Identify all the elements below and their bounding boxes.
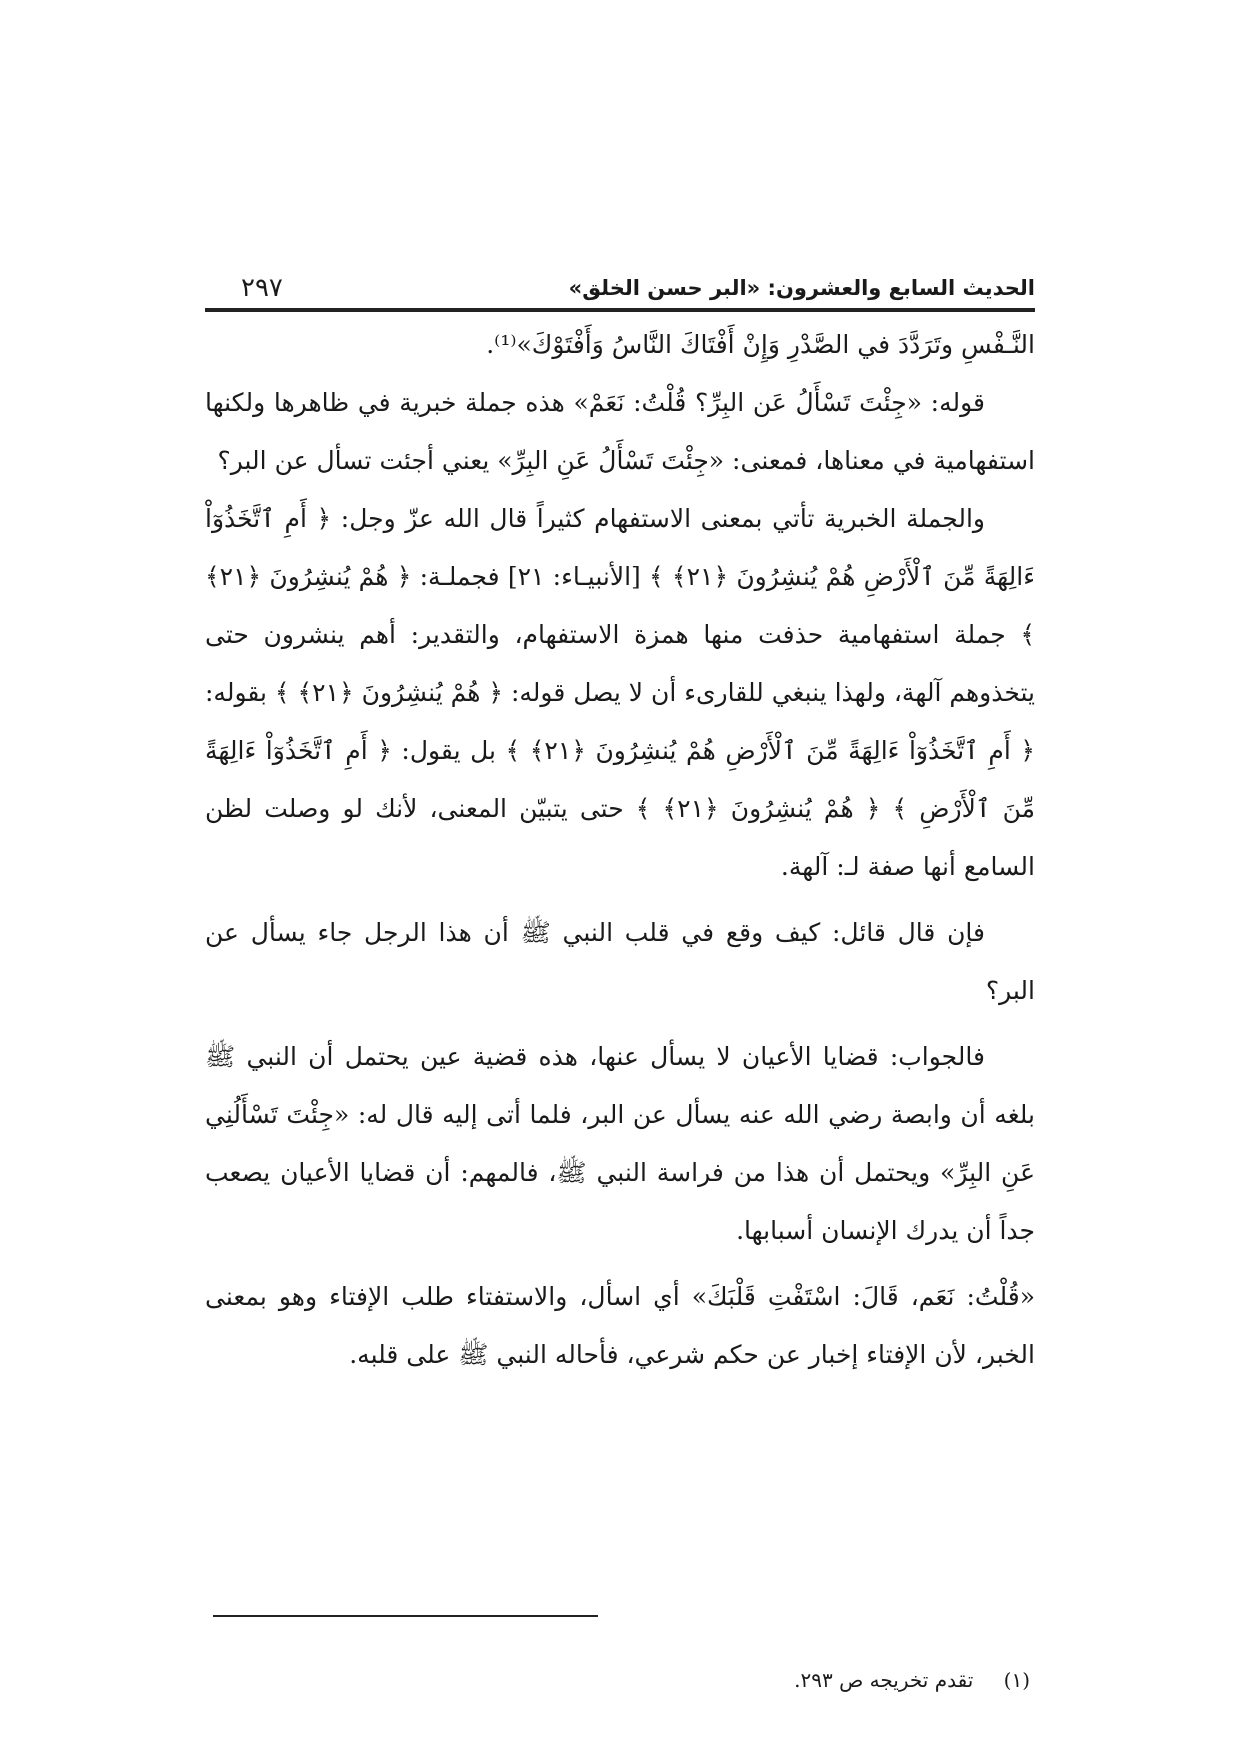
body-text xyxy=(205,316,1035,1384)
paragraph-continuation: النَّـفْسِ وتَرَدَّدَ في الصَّدْرِ وَإِنْ أَفْتَاكَ النَّاسُ وَأَفْتَوْكَ»⁽¹⁾. xyxy=(486,330,1035,359)
paragraph-question: فإن قال قائل: كيف وقع في قلب النبي ﷺ أن هذا الرجل جاء يسأل عن البر؟ xyxy=(205,918,1035,1005)
footnote-mark: (١) xyxy=(1003,1668,1030,1692)
running-header xyxy=(205,268,1035,312)
running-title: الحديث السابع والعشرون: «البر حسن الخلق» xyxy=(568,276,1035,300)
footnote-rule xyxy=(213,1615,598,1617)
page-number-mark xyxy=(205,308,235,312)
footnote xyxy=(600,1668,1030,1692)
page-number: ٢٩٧ xyxy=(241,273,283,303)
paragraph-istafti: «قُلْتُ: نَعَم، قَالَ: اسْتَفْتِ قَلْبَكَ» أي اسأل، والاستفتاء طلب الإفتاء وهو بمعنى الخبر، لأن الإفتاء إخبار عن حكم شرعي، فأحاله النبي ﷺ على قلبه. xyxy=(205,1282,1035,1369)
footnote-text: تقدم تخريجه ص ٢٩٣. xyxy=(794,1668,974,1692)
paragraph-explanation: قوله: «جِئْتَ تَسْأَلُ عَن البِرِّ؟ قُلْتُ: نَعَمْ» هذه جملة خبرية في ظاهرها ولكنها استفهامية في معناها، فمعنى: «جِئْتَ تَسْأَلُ عَنِ البِرِّ» يعني أجئت تسأل عن البر؟ xyxy=(205,388,1035,475)
paragraph-answer: فالجواب: قضايا الأعيان لا يسأل عنها، هذه قضية عين يحتمل أن النبي ﷺ بلغه أن وابصة رضي الله عنه يسأل عن البر، فلما أتى إليه قال له: «جِئْتَ تَسْأَلُنِي عَنِ البِرِّ» ويحتمل أن هذا من فراسة النبي ﷺ، فالمهم: أن قضايا الأعيان يصعب جداً أن يدرك الإنسان أسبابها. xyxy=(205,1042,1035,1245)
paragraph-quran-example: والجملة الخبرية تأتي بمعنى الاستفهام كثيراً قال الله عزّ وجل: ﴿ أَمِ ٱتَّخَذُوٓاْ ءَالِهَةً مِّنَ ٱلْأَرْضِ هُمْ يُنشِرُونَ ﴿٢١﴾ ﴾ [الأنبيـاء: ٢١] فجملـة: ﴿ هُمْ يُنشِرُونَ ﴿٢١﴾ ﴾ جملة استفهامية حذفت منها همزة الاستفهام، والتقدير: أهم ينشرون حتى يتخذوهم آلهة، ولهذا ينبغي للقارىء أن لا يصل قوله: ﴿ هُمْ يُنشِرُونَ ﴿٢١﴾ ﴾ بقوله: ﴿ أَمِ ٱتَّخَذُوٓاْ ءَالِهَةً مِّنَ ٱلْأَرْضِ هُمْ يُنشِرُونَ ﴿٢١﴾ ﴾ بل يقول: ﴿ أَمِ ٱتَّخَذُوٓاْ ءَالِهَةً مِّنَ ٱلْأَرْضِ ﴾ ﴿ هُمْ يُنشِرُونَ ﴿٢١﴾ ﴾ حتى يتبيّن المعنى، لأنك لو وصلت لظن السامع أنها صفة لـ: آلهة. xyxy=(205,504,1036,881)
page xyxy=(205,268,1035,1384)
